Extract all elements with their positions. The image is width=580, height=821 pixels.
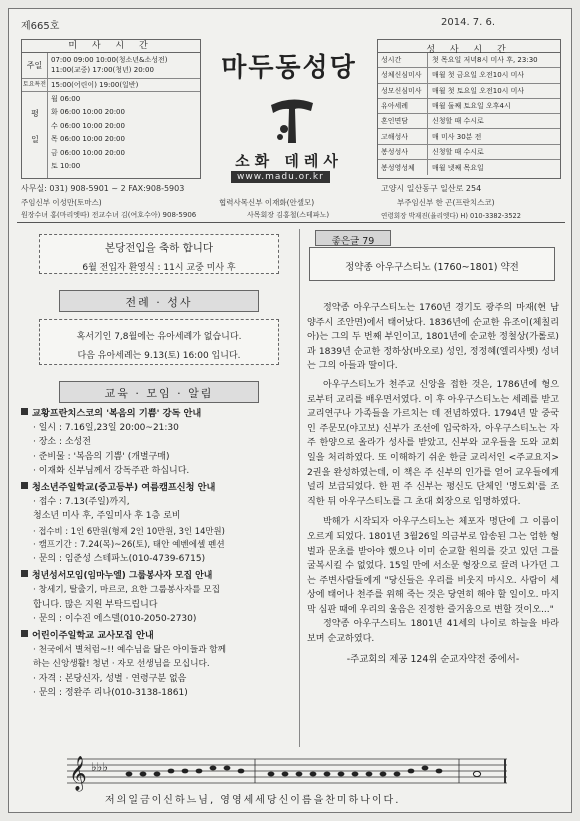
sacrament-value: 신청할 때 수시로 — [432, 147, 484, 156]
article-source: -주교회의 제공 124위 순교자약전 중에서- — [346, 653, 520, 665]
council-president-info: 사목회장 김홍철(스테파노) — [247, 211, 330, 219]
baptism-line: 혹서기인 7,8월에는 유아세례가 없습니다. — [76, 332, 242, 342]
sacrament-label: 봉성영성체 — [378, 160, 428, 175]
cross-logo-icon — [267, 91, 317, 147]
article-body — [307, 301, 559, 665]
notice-line: · 창세기, 탈출기, 마르코, 요한 그룹봉사자를 모집 — [33, 585, 221, 596]
mass-time-line: 15:00(어린이) 19:00(일반) — [51, 81, 139, 89]
notice-line: · 문의 : 이수진 에스델(010-2050-2730) — [33, 613, 197, 624]
sacrament-label: 혼인면담 — [378, 114, 428, 128]
pastor-info: 주임신부 이성만(토마스) — [21, 198, 102, 207]
sacrament-value: 매월 둘째 토요일 오후4시 — [432, 102, 511, 111]
sacrament-title: 성 사 시 간 — [378, 40, 560, 53]
sacrament-value: 첫 목요일 저녁8시 미사 후, 23:30 — [432, 56, 538, 65]
sacrament-label: 고해성사 — [378, 129, 428, 143]
mass-times-title: 미 사 시 간 — [22, 40, 200, 53]
notice-line: · 접수비 : 1인 6만원(형제 2인 10만원, 3인 14만원) — [33, 525, 225, 536]
bulletin-page — [8, 8, 572, 813]
notice-line: · 자격 : 본당신자, 성별 · 연령구분 없음 — [33, 673, 187, 684]
square-bullet-icon — [21, 482, 28, 489]
mass-time-line: 화 06:00 10:00 20:00 — [51, 108, 125, 117]
notice-title: 어린이주일학교 교사모집 안내 — [21, 629, 293, 643]
notice-line: · 이재화 신부님께서 강독주관 하십니다. — [33, 465, 190, 476]
sacrament-row — [378, 129, 560, 144]
sacrament-label: 봉성성사 — [378, 145, 428, 159]
sacrament-row — [378, 68, 560, 83]
mass-time-line: 토 10:00 — [51, 162, 81, 171]
sacrament-row — [378, 160, 560, 175]
mass-time-line: 월 06:00 — [51, 95, 81, 103]
sacrament-label: 성모신심미사 — [378, 84, 428, 98]
notice-title: 교황프란치스코의 '복음의 기쁨' 강독 안내 — [21, 407, 293, 421]
article-paragraph: 박해가 시작되자 아우구스티노는 체포자 명단에 그 이름이 오르게 되었다. 1801년 3월26일 의금부로 압송된 그는 엄한 형벌과 문초를 받아야 했으나 이미 순교할 원의를 갖고 있던 그를 굴복시킬 수 없었다. 15일 만에 서소문 형장으로 끌려 나가던 그는 주변사람들에게 "당신들은 우리를 비웃지 마시오. 사람이 세상에 태어나 천주를 위해 죽는 것은 당연히 해야 할 일이오. 마지막 심판 때에 우리의 울음은 진정한 즐거움으로 변할 것이오..." — [307, 517, 559, 615]
sacrament-value: 매 미사 30분 전 — [432, 132, 482, 141]
mass-time-line: 목 06:00 10:00 20:00 — [51, 135, 125, 144]
sacrament-value: 매월 첫 금요일 오전10시 미사 — [432, 71, 525, 80]
sacrament-row — [378, 99, 560, 114]
notice-line: · 캠프기간 : 7.24(목)~26(토), 태안 예벤에셀 펜션 — [33, 539, 225, 550]
notice-line: 합니다. 많은 지원 부탁드립니다 — [33, 599, 158, 610]
notice-line: 하는 신앙생활! 청년 · 자모 선생님을 모십니다. — [33, 659, 210, 670]
article-paragraph: 아우구스티노가 천주교 신앙을 접한 것은, 1786년에 형으로부터 교리를 배우면서였다. 이 후 아우구스티노는 세례를 받고 교리연구나 가족들을 가르치는 데 전념하였다. 1794년 말 중국인 주문모(야고보) 신부가 조선에 입국하자, 아우구스티노는 자주 한양으로 올라가 성사를 받았고, 신부와 교우들을 도와 교회 일을 처리하였다. 또 이해하기 쉬운 한글 교리서인 <주교요지> 2권을 완성하였는데, 이 책은 주 신부의 인가를 얻어 교우들에게 널리 보급되었다. 한 편 주 신부는 평신도 단체인 '명도회'를 조직한 뒤 아우구스티노를 그 초대 회장으로 임명하였다. — [307, 379, 559, 507]
svg-text:♭♭♭: ♭♭♭ — [91, 760, 108, 774]
welcome-text: 6월 전입자 환영식 : 11시 교중 미사 후 — [82, 263, 236, 273]
notice-line: · 접수 : 7.13(주일)까지, — [33, 497, 130, 508]
notice-line: · 문의 : 임준성 스테파노(010-4739-6715) — [33, 554, 206, 565]
notices-list — [21, 407, 293, 700]
sacrament-value: 매월 첫 토요일 오전10시 미사 — [432, 86, 525, 95]
mass-time-line: 금 06:00 10:00 20:00 — [51, 148, 125, 157]
office-phone: 사무실: 031) 908-5901 ~ 2 FAX:908-5903 — [21, 184, 185, 193]
parish-url[interactable]: www.madu.or.kr — [231, 171, 330, 183]
hymn-lyrics: 저의일금이신하느님, 영영세세당신이름을찬미하나이다. — [105, 795, 401, 806]
column-divider — [299, 229, 300, 747]
liturgy-section-title: 전례 · 성사 — [59, 290, 259, 312]
sacrament-label: 성체신심미사 — [378, 68, 428, 82]
header-divider — [17, 222, 565, 223]
welcome-box — [39, 234, 279, 274]
sacrament-value: 매월 넷째 목요일 — [432, 163, 484, 172]
mass-row-label: 평일 — [22, 92, 48, 178]
notice-line: 청소년 미사 후, 주일미사 후 1층 로비 — [33, 511, 181, 522]
square-bullet-icon — [21, 570, 28, 577]
sacrament-row — [378, 53, 560, 68]
associate-priest-info: 협력사목신부 이재화(안셀모) — [219, 198, 315, 207]
svg-text:𝄞: 𝄞 — [69, 756, 87, 791]
notice-title: 청년성서모임(임마누엘) 그룹봉사자 모집 안내 — [21, 569, 293, 583]
issue-date: 2014. 7. 6. — [441, 17, 496, 28]
sacrament-table — [377, 39, 561, 179]
sacrament-label: 성시간 — [378, 53, 428, 67]
square-bullet-icon — [21, 408, 28, 415]
notice-line: · 준비물 : '복음의 기쁨' (개별구매) — [33, 451, 170, 462]
welcome-title: 본당전입을 축하 합니다 — [104, 242, 214, 254]
sacrament-label: 유아세례 — [378, 99, 428, 113]
baptism-notice-box — [39, 319, 279, 365]
mass-row-saturday — [22, 79, 200, 92]
notice-line: · 문의 : 정완주 리나(010-3138-1861) — [33, 687, 188, 698]
mass-row-label: 토요특전 — [22, 79, 48, 91]
article-paragraph: 정약종 아우구스티노 1801년 41세의 나이로 하늘을 바라보며 순교하였다. — [307, 619, 559, 645]
mass-row-weekday — [22, 92, 200, 178]
notice-line: · 장소 : 소성전 — [33, 437, 91, 448]
article-tag: 좋은글 79 — [315, 230, 391, 246]
notice-line: · 천국에서 별처럼~!! 예수님을 닮은 아이들과 함께 — [33, 645, 227, 656]
parish-address: 고양시 일산동구 일산로 254 — [381, 184, 482, 193]
mass-row-label: 주일 — [22, 53, 48, 78]
notices-section-title: 교육 · 모임 · 알림 — [59, 381, 259, 403]
article-heading-box — [309, 247, 555, 281]
parish-patron: 소화 데레사 — [235, 152, 343, 170]
mass-times-table — [21, 39, 201, 179]
baptism-line: 다음 유아세례는 9.13(토) 16:00 입니다. — [77, 351, 241, 361]
hymn-staff-notation — [67, 751, 507, 793]
issue-number: 제665호 — [21, 21, 60, 32]
sacrament-value: 신청할 때 수시로 — [432, 117, 484, 126]
mass-row-sunday — [22, 53, 200, 79]
article-paragraph: 정약종 아우구스티노는 1760년 경기도 광주의 마재(현 남양주시 조안면)에서 태어났다. 1836년에 순교한 유조이(체칠리아)는 그의 두 번째 부인이고, 1801년에 순교한 정철상(가롤로)과 1839년 순교한 정하상(바오로) 성인, 정정혜(엘리사벳) 성녀는 그의 아들과 딸이다. — [307, 303, 559, 372]
square-bullet-icon — [21, 630, 28, 637]
sisters-info: 원장수녀 홍(마리엣따) 전교수녀 김(여호수아) 908-5906 — [21, 211, 197, 219]
assistant-priest-info: 부주임신부 한 곤(프란치스코) — [397, 198, 495, 207]
mass-time-line: 수 06:00 10:00 20:00 — [51, 121, 125, 130]
notice-title: 청소년주일학교(중고등부) 여름캠프신청 안내 — [21, 481, 293, 495]
parish-name: 마두동성당 — [221, 53, 357, 83]
funeral-president-info: 연령회장 박재진(율리엣다) H) 010-3382-3522 — [381, 212, 521, 220]
notice-line: · 일시 : 7.16일,23일 20:00~21:30 — [33, 423, 179, 434]
article-heading: 정약종 아우구스티노 (1760~1801) 약전 — [345, 262, 519, 273]
sacrament-row — [378, 114, 560, 129]
sacrament-row — [378, 145, 560, 160]
mass-time-line: 07:00 09:00 10:00(청소년&소성전) — [51, 56, 168, 64]
mass-time-line: 11:00(교중) 17:00(청년) 20:00 — [51, 66, 154, 74]
sacrament-row — [378, 84, 560, 99]
